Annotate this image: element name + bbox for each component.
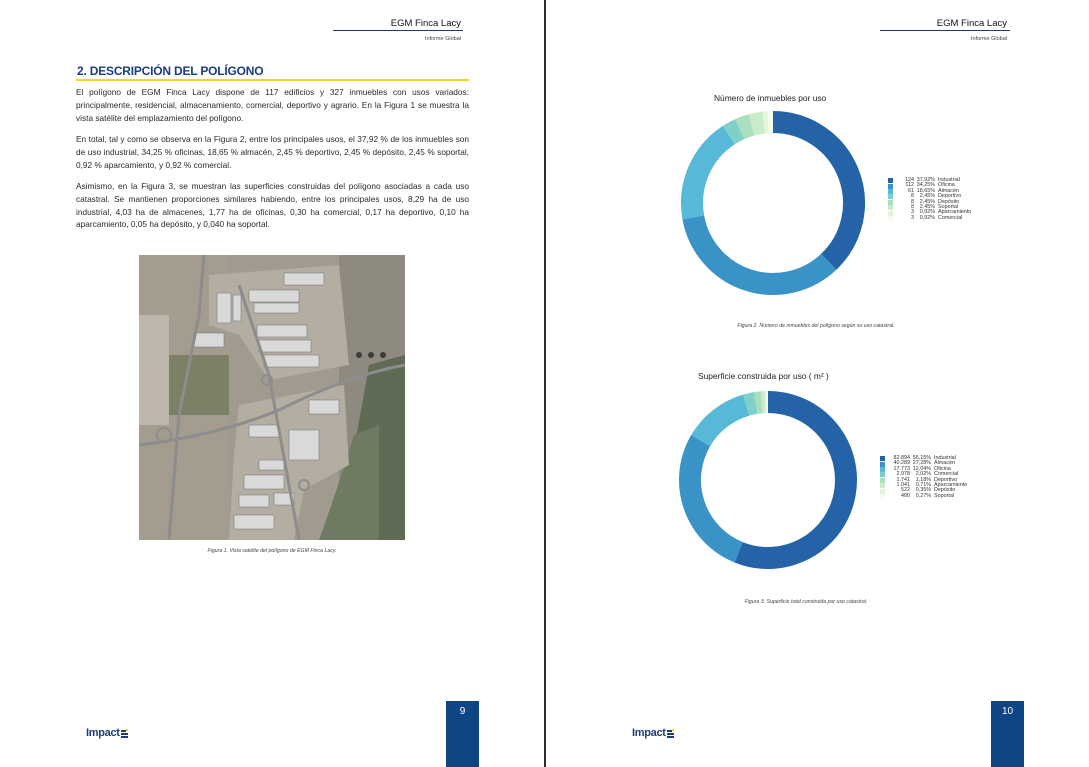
figure-1-caption: Figura 1. Vista satélite del polígono de EGM Finca Lacy. bbox=[207, 548, 337, 554]
legend-label: Soportal bbox=[938, 203, 959, 210]
legend-value: 112 bbox=[905, 182, 914, 189]
donut-segment-deportivo bbox=[729, 129, 740, 135]
legend-swatch bbox=[888, 194, 893, 199]
donut-chart-inmuebles bbox=[680, 110, 866, 296]
legend-value: 2.978 bbox=[896, 471, 910, 478]
chart-2-legend bbox=[880, 456, 967, 499]
legend-value: 400 bbox=[901, 492, 910, 499]
legend-swatch bbox=[888, 184, 893, 189]
legend-percent: 27,28% bbox=[912, 460, 931, 467]
legend-percent: 0,27% bbox=[915, 492, 931, 499]
legend-item bbox=[880, 494, 967, 499]
document-page-10 bbox=[546, 0, 1089, 767]
donut-segment-depósito bbox=[740, 125, 752, 129]
page-number-9: 9 bbox=[446, 701, 479, 767]
legend-swatch bbox=[880, 467, 885, 472]
legend-percent: 1,18% bbox=[915, 476, 931, 483]
legend-value: 8 bbox=[911, 193, 914, 200]
legend-percent: 37,92% bbox=[916, 177, 935, 183]
legend-value: 1.041 bbox=[896, 481, 910, 488]
legend-percent: 0,35% bbox=[915, 487, 931, 494]
legend-swatch bbox=[880, 462, 885, 467]
donut-segment-oficina bbox=[693, 217, 828, 284]
legend-label: Oficina bbox=[934, 465, 951, 472]
donut-segment-industrial bbox=[739, 402, 846, 558]
paragraph-intro: El polígono de EGM Finca Lacy dispone de 117 edificios y 327 inmuebles con usos variados: principalmente, residencial, almacenamiento, comercial, deportivo y agrario. En la Figura 1 se muestra la vista satélite del emplazamiento del polígono. bbox=[76, 87, 469, 123]
header-title: EGM Finca Lacy bbox=[936, 18, 1007, 29]
donut-segment-deportivo bbox=[756, 402, 762, 403]
figure-3-caption: Figura 3. Superficie total construida por uso catastral. bbox=[744, 599, 868, 605]
legend-percent: 2,45% bbox=[919, 203, 935, 210]
legend-value: 8 bbox=[911, 203, 914, 210]
legend-value: 17.773 bbox=[893, 465, 910, 472]
legend-percent: 34,25% bbox=[916, 182, 935, 189]
legend-value: 8 bbox=[911, 198, 914, 205]
header-subtitle: Informe Global bbox=[970, 36, 1007, 42]
legend-value: 3 bbox=[911, 209, 914, 216]
legend-swatch bbox=[880, 456, 885, 461]
legend-percent: 18,65% bbox=[916, 187, 935, 194]
legend-percent: 0,71% bbox=[915, 481, 931, 488]
legend-label: Almacén bbox=[938, 187, 959, 194]
legend-percent: 2,45% bbox=[919, 198, 935, 205]
paragraph-surface: Asimismo, en la Figura 3, se muestran las superficies construidas del polígono asociadas a cada uso catastral. Se mantienen proporciones similares habiendo, entre los principales usos, 8,29 ha de uso industrial, 4,03 ha de almacenes, 1,77 ha de oficinas, 0,30 ha comercial, 0,17 ha deportivo, 0,10 ha aparcamiento, 0,05 ha depósito, y 0,040 ha soportal. bbox=[76, 181, 469, 230]
legend-label: Almacén bbox=[934, 460, 955, 467]
legend-percent: 12,04% bbox=[912, 465, 931, 472]
chart-1-legend bbox=[888, 178, 971, 221]
header-rule bbox=[333, 30, 463, 31]
legend-swatch bbox=[880, 494, 885, 499]
donut-segment-oficina bbox=[701, 405, 746, 440]
figure-2-caption: Figura 2. Número de inmuebles del polígono según su uso catastral. bbox=[737, 323, 895, 329]
impact-logo bbox=[86, 727, 128, 739]
legend-label: Industrial bbox=[938, 177, 960, 183]
legend-percent: 56,15% bbox=[912, 455, 931, 461]
legend-percent: 0,92% bbox=[919, 214, 935, 221]
chart-2-title: Superficie construida por uso ( m² ) bbox=[698, 371, 829, 381]
chart-1-title: Número de inmuebles por uso bbox=[714, 93, 827, 103]
donut-segment-almacén bbox=[692, 135, 729, 217]
donut-chart-superficie bbox=[678, 390, 858, 570]
legend-label: Deportivo bbox=[938, 193, 962, 200]
donut-segment-soportal bbox=[751, 123, 763, 125]
header-rule bbox=[880, 30, 1010, 31]
satellite-image bbox=[139, 255, 405, 540]
legend-value: 3 bbox=[911, 214, 914, 221]
header-title: EGM Finca Lacy bbox=[390, 18, 461, 29]
logo-text: Impact bbox=[632, 727, 666, 739]
legend-label: Comercial bbox=[938, 214, 963, 221]
legend-label: Aparcamiento bbox=[934, 481, 968, 488]
legend-value: 124 bbox=[905, 177, 914, 183]
legend-swatch bbox=[888, 200, 893, 205]
legend-swatch bbox=[880, 472, 885, 477]
legend-swatch bbox=[888, 205, 893, 210]
legend-label: Comercial bbox=[934, 471, 959, 478]
section-underline bbox=[76, 79, 469, 81]
legend-label: Oficina bbox=[938, 182, 955, 189]
page-number-10: 10 bbox=[991, 701, 1024, 767]
donut-segment-almacén bbox=[690, 441, 739, 553]
impact-logo bbox=[632, 727, 674, 739]
legend-percent: 2,02% bbox=[915, 471, 931, 478]
legend-label: Industrial bbox=[934, 455, 956, 461]
legend-swatch bbox=[880, 489, 885, 494]
legend-value: 82.894 bbox=[893, 455, 910, 461]
legend-value: 61 bbox=[908, 187, 914, 194]
logo-mark-icon bbox=[121, 729, 128, 737]
legend-label: Depósito bbox=[934, 487, 956, 494]
logo-text: Impact bbox=[86, 727, 120, 739]
legend-swatch bbox=[880, 483, 885, 488]
header-subtitle: Informe Global bbox=[424, 36, 461, 42]
legend-label: Aparcamiento bbox=[938, 209, 972, 216]
legend-swatch bbox=[888, 211, 893, 216]
legend-swatch bbox=[888, 178, 893, 183]
document-page-9 bbox=[0, 0, 544, 767]
legend-value: 522 bbox=[901, 487, 910, 494]
legend-label: Soportal bbox=[934, 492, 955, 499]
legend-swatch bbox=[880, 478, 885, 483]
legend-value: 1.741 bbox=[896, 476, 910, 483]
legend-percent: 0,92% bbox=[919, 209, 935, 216]
legend-percent: 2,45% bbox=[919, 193, 935, 200]
logo-mark-icon bbox=[667, 729, 674, 737]
legend-item bbox=[888, 216, 971, 221]
legend-label: Deportivo bbox=[934, 476, 958, 483]
donut-segment-industrial bbox=[773, 122, 854, 262]
legend-label: Depósito bbox=[938, 198, 960, 205]
legend-swatch bbox=[888, 216, 893, 221]
legend-value: 40.289 bbox=[893, 460, 910, 467]
paragraph-usage-percent: En total, tal y como se observa en la Figura 2, entre los principales usos, el 37,92 % de los inmuebles son de uso industrial, 34,25 % oficinas, 18,65 % almacén, 2,45 % deportivo, 2,45 % depósito, 2,45 % soportal, 0,92 % aparcamiento, y 0,92 % comercial. bbox=[76, 134, 469, 170]
legend-swatch bbox=[888, 189, 893, 194]
section-title: 2. DESCRIPCIÓN DEL POLÍGONO bbox=[77, 64, 264, 78]
donut-segment-comercial bbox=[746, 403, 756, 405]
